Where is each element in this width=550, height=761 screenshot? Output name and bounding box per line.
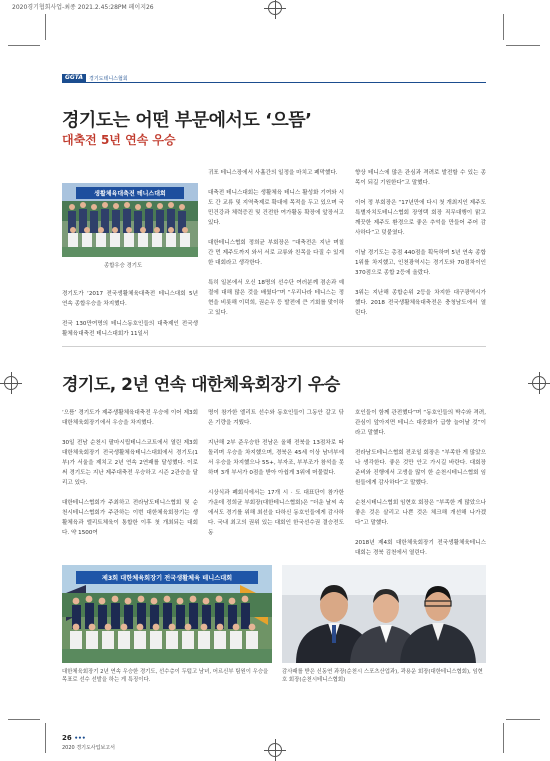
crop-mark <box>45 723 46 753</box>
photo-caption-article1: 종합우승 경기도 <box>104 263 143 269</box>
photo-banner-text: 제3회 대한체육회장기 전국생활체육 테니스대회 <box>101 575 233 582</box>
paragraph: 이어 정 부회장은 “17년만에 다시 첫 개최지인 제주도특별자치도테니스협회 장영택 회장 직무대행이 맑고 깨끗한 제주도 환경으로 좋은 추억을 만들어 주어 감사하다”고 덧붙였다. <box>355 200 486 236</box>
article1-column-1 <box>62 289 198 349</box>
article1-title: 경기도는 어떤 부문에서도 ‘으뜸’ <box>62 110 312 131</box>
logo-mark: GGTA <box>62 74 86 82</box>
paragraph: 3위는 지난해 종합순위 2등을 차지한 대구광역시가 했다. 2018 전국생활체육대축전은 충청남도에서 열린다. <box>355 290 486 316</box>
paragraph: 귀포 테니스장에서 사흘간의 일정을 마치고 폐막했다. <box>208 170 338 176</box>
paragraph: 전라남도테니스협회 전조일 회장은 “부족한 게 많았으나 생각한다. 좋은 것만 안고 가시길 바란다. 대회장 준비와 진행에서 고생을 많이 한 순천시테니스협회 임원들에게 감사하다”고 말했다. <box>355 450 486 486</box>
photo-caption-award: 감사패를 받은 신동연 과장(순천시 스포츠산업과), 곽용운 회장(대한테니스협회), 임현호 회장(순천시테니스협회) <box>282 669 483 683</box>
registration-mark-bottom <box>268 743 282 757</box>
photo-caption-team: 대한체육회장기 2년 연속 우승한 경기도, 선수층이 두텁고 남녀, 어르신부 팀원이 우승을 목표로 선수 선발을 하는 게 특징이다. <box>62 669 269 683</box>
article2-title: 경기도, 2년 연속 대한체육회장기 우승 <box>62 375 340 395</box>
paragraph: 시상식과 폐회식에서는 17개 시 · 도 대표단이 참가한 가운데 정희균 부회장(대한테니스협회)은 “더운 날씨 속에서도 경기를 위해 최선을 다하신 동호인들에게 감사하다. 국내 최고의 권위 있는 대회인 한국선수권 결승전도 동 <box>208 490 344 536</box>
article2-column-2 <box>208 408 344 548</box>
paragraph: 호인들이 함께 관전했다”며 “동호인들의 박수와 격려, 관심이 앞아지면 테니스 대중화가 급향 늘어날 것”이라고 말했다. <box>355 410 486 436</box>
paragraph: 2018년 제4회 대한체육회장기 전국생활체육테니스대회는 경북 김천에서 열린다. <box>355 540 486 556</box>
paragraph: ‘으뜸’ 경기도가 제주생활체육대축전 우승에 이어 제3회 대한체육회장기에서 우승을 차지했다. <box>62 410 198 426</box>
crop-mark <box>8 719 40 720</box>
page-number-value: 26 <box>62 734 72 742</box>
article1-column-2 <box>208 168 344 328</box>
team-photo-article2 <box>62 565 272 663</box>
crop-mark <box>503 723 504 753</box>
publication-title: 2020 경기도사업보고서 <box>62 745 115 751</box>
article2-column-1 <box>62 408 198 548</box>
page-number <box>62 734 86 742</box>
paragraph: 경기도가 ‘2017 전국생활체육대축전 테니스대회 5년 연속 종합우승을 차지했다. <box>62 291 198 307</box>
registration-mark-left <box>4 376 18 390</box>
registration-mark-right <box>532 376 546 390</box>
crop-mark <box>506 719 540 720</box>
article2-column-3 <box>355 408 486 568</box>
section-divider <box>62 346 486 347</box>
paragraph: 대축전 테니스대회는 생활체육 테니스 활성화 기여와 시도 간 교류 및 지역축제로 확대에 목적을 두고 있으며 국민건강과 체력증진 및 건전한 여가활동 확장에 앞장서고 있다. <box>208 190 344 226</box>
paragraph: 특히 일본에서 오신 18명의 선수단 여러분께 겸손과 예절에 대해 많은 것을 배웠다”며 “우리나라 테니스는 정현을 비롯해 이덕희, 권순우 등 발전에 큰 기회를 맞이하고 있다. <box>208 280 344 316</box>
header-rule <box>62 82 486 83</box>
crop-mark <box>503 14 504 40</box>
crop-mark <box>506 45 540 46</box>
paragraph: 대한테니스협회 정희균 부회장은 “대축전은 지난 며칠간 먼 제주도까지 와서 서로 교류와 친목을 다질 수 있게 한 대회라고 생각한다. <box>208 240 344 266</box>
registration-mark-top <box>268 1 282 15</box>
crop-mark <box>45 14 46 40</box>
article1-subtitle: 대축전 5년 연속 우승 <box>62 133 176 147</box>
page-number-dots: ••• <box>74 735 86 742</box>
paragraph: 대한테니스협회가 주최하고 전라남도테니스협회 및 순천시테니스협회가 주관하는 이번 대한체육회장기는 생활체육과 엘리트체육이 통합한 이후 첫 개최되는 대회다. 약 1500여 <box>62 500 198 536</box>
logo-text: 경기도테니스협회 <box>89 75 128 82</box>
article1-column-3 <box>355 168 486 328</box>
paragraph: 이날 경기도는 총점 440점을 획득하며 5년 연속 종합 1위를 차지했고, 인천광역시는 경기도와 70점차이인 370점으로 종합 2등에 올랐다. <box>355 250 486 276</box>
team-photo-article1 <box>62 183 198 257</box>
crop-mark <box>8 45 40 46</box>
print-slug: 2020경기협회사업-최종 2021.2.45:28PM 페이지26 <box>12 4 154 11</box>
paragraph: 향상 테니스에 많은 관심과 격려로 발전할 수 있는 종목이 되길 기원한다”고 말했다. <box>355 170 486 186</box>
paragraph: 전국 130만여명의 테니스동호인들의 대축제인 전국생활체육대축전 테니스대회가 11일서 <box>62 321 198 337</box>
paragraph: 명이 참가한 엘리트 선수와 동호인들이 그동안 갈고 닦은 기량을 겨뤘다. <box>208 410 344 426</box>
paragraph: 30일 전남 순천시 팔마시립테니스코트에서 열린 제3회 대한체육회장기 전국생활체육테니스대회에서 경기도(1부)가 서울을 제치고 2년 연속 2연패를 달성했다. 이로써 경기도는 지난 제주대축전 우승하고 시즌 2관승을 달리고 있다. <box>62 440 198 486</box>
association-logo <box>62 74 128 82</box>
paragraph: 순천시테니스협회 임현호 회장은 “부족한 게 많았으나 좋은 것은 살리고 나쁜 것은 체크해 개선해 나가겠다”고 말했다. <box>355 500 486 526</box>
photo-banner-text: 생활체육대축전 테니스대회 <box>94 190 166 198</box>
award-photo-article2 <box>282 565 486 663</box>
paragraph: 지난해 2부 준우승한 전남은 올해 전북을 13점차로 따돌리며 우승을 차지했으며, 경북은 45세 이상 남녀부에서 우승을 차지했으나 55+, 부자조, 부부조가 참석을 못하며 3개 부서가 0점을 받아 아쉽게 3위에 머물렀다. <box>208 440 344 476</box>
